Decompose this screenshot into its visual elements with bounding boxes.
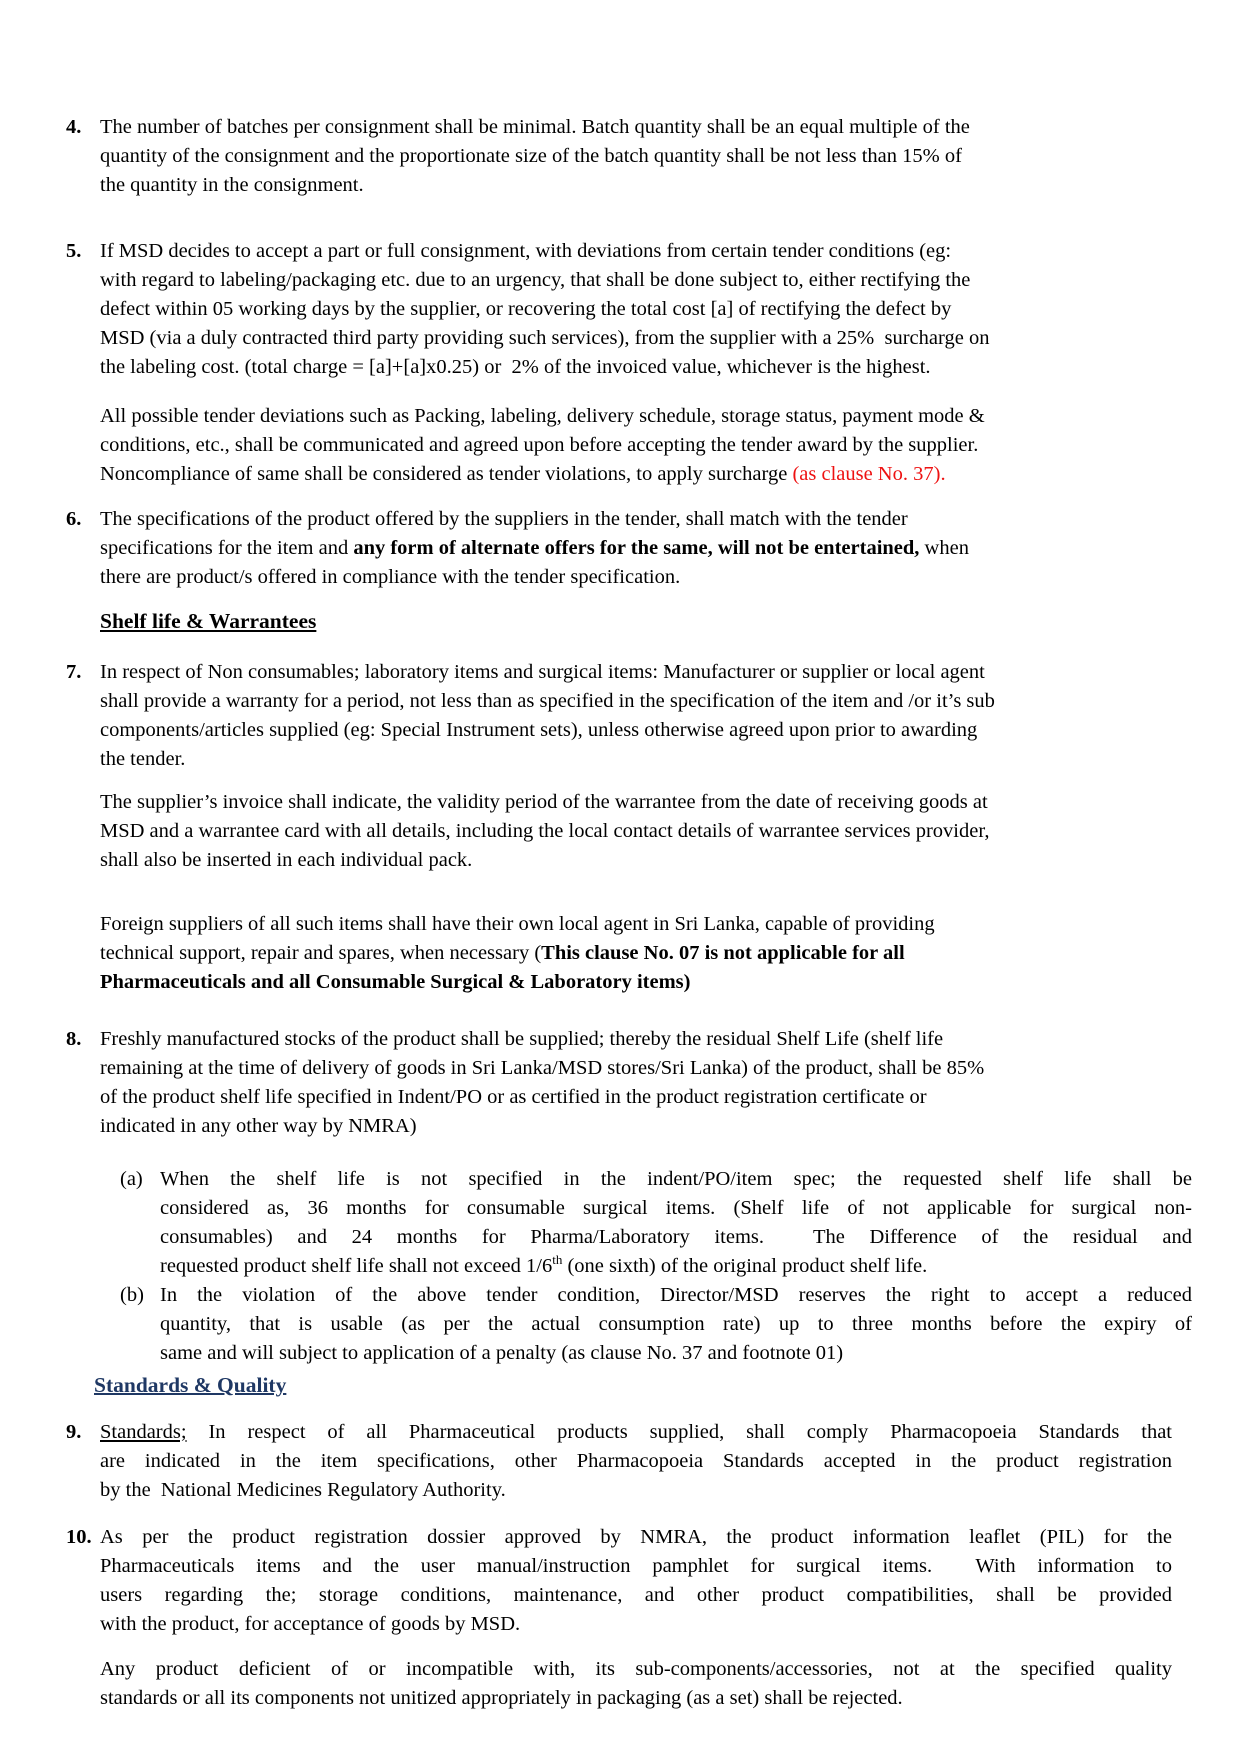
text-line: As per the product registration dossier approved by NMRA, the product information leaflet (PIL) for the xyxy=(100,1526,1172,1548)
numbered-item xyxy=(66,658,1241,774)
paragraph xyxy=(100,910,1172,997)
text-line: shall also be inserted in each individual pack. xyxy=(100,849,473,871)
text-line: remaining at the time of delivery of goods in Sri Lanka/MSD stores/Sri Lanka) of the product, shall be 85% xyxy=(100,1057,985,1079)
text-line: shall provide a warranty for a period, not less than as specified in the specification of the item and /or it’s sub xyxy=(100,690,995,712)
item-number: 4. xyxy=(66,116,82,138)
text-line: Pharmaceuticals items and the user manual/instruction pamphlet for surgical items. With information to xyxy=(100,1555,1172,1577)
text-line: If MSD decides to accept a part or full consignment, with deviations from certain tender conditions (eg: xyxy=(100,240,952,262)
text-line: MSD (via a duly contracted third party providing such services), from the supplier with a 25% surcharge on xyxy=(100,327,990,349)
item-number: 5. xyxy=(66,240,82,262)
highlighted-red-text: (as clause No. 37). xyxy=(792,463,946,485)
text-line: Standards; In respect of all Pharmaceutical products supplied, shall comply Pharmacopoeia Standards that xyxy=(100,1421,1172,1443)
text-line: quantity of the consignment and the proportionate size of the batch quantity shall be not less than 15% of xyxy=(100,145,962,167)
paragraph xyxy=(100,402,1172,489)
sub-item xyxy=(120,1165,1241,1281)
item-number: 7. xyxy=(66,661,82,683)
numbered-item xyxy=(66,113,1241,200)
text-line: Any product deficient of or incompatible with, its sub-components/accessories, not at the specified quality xyxy=(100,1658,1172,1680)
text-line: of the product shelf life specified in Indent/PO or as certified in the product registration certificate or xyxy=(100,1086,927,1108)
text-line: The supplier’s invoice shall indicate, the validity period of the warrantee from the date of receiving goods at xyxy=(100,791,988,813)
item-text xyxy=(100,1025,1172,1141)
text-line: In respect of Non consumables; laboratory items and surgical items: Manufacturer or supplier or local agent xyxy=(100,661,985,683)
styled-text: Standards; xyxy=(100,1421,187,1443)
text-line: Freshly manufactured stocks of the product shall be supplied; thereby the residual Shelf Life (shelf life xyxy=(100,1028,944,1050)
text-line: defect within 05 working days by the supplier, or recovering the total cost [a] of rectifying the defect by xyxy=(100,298,952,320)
styled-text: This clause No. 07 is not applicable for all xyxy=(541,942,905,964)
text-line: requested product shelf life shall not exceed 1/6th (one sixth) of the original product shelf life. xyxy=(160,1252,928,1277)
sub-item-label: (b) xyxy=(120,1284,144,1306)
item-text xyxy=(100,1523,1172,1639)
text-line: are indicated in the item specifications, other Pharmacopoeia Standards accepted in the product registration xyxy=(100,1450,1172,1472)
item-text xyxy=(100,658,1172,774)
text-line: the quantity in the consignment. xyxy=(100,174,364,196)
text-line: users regarding the; storage conditions, maintenance, and other product compatibilities, shall be provided xyxy=(100,1584,1172,1606)
text-line: technical support, repair and spares, when necessary (This clause No. 07 is not applicable for all xyxy=(100,942,905,964)
text-line: consumables) and 24 months for Pharma/Laboratory items. The Difference of the residual and xyxy=(160,1226,1192,1248)
sub-item xyxy=(120,1281,1241,1368)
text-line: MSD and a warrantee card with all details, including the local contact details of warrantee services provider, xyxy=(100,820,990,842)
item-number: 8. xyxy=(66,1028,82,1050)
section-heading: Shelf life & Warrantees xyxy=(100,609,317,633)
text-line: Foreign suppliers of all such items shall have their own local agent in Sri Lanka, capable of providing xyxy=(100,913,935,935)
section-heading: Standards & Quality xyxy=(94,1373,287,1397)
styled-text: Pharmaceuticals and all Consumable Surgical & Laboratory items) xyxy=(100,971,691,993)
item-number: 9. xyxy=(66,1421,82,1443)
text-line: indicated in any other way by NMRA) xyxy=(100,1115,417,1137)
styled-text: any form of alternate offers for the same, will not be entertained, xyxy=(353,537,920,559)
text-line: All possible tender deviations such as Packing, labeling, delivery schedule, storage status, payment mode & xyxy=(100,405,985,427)
numbered-item xyxy=(66,1523,1241,1639)
text-line: there are product/s offered in compliance with the tender specification. xyxy=(100,566,681,588)
text-line: same and will subject to application of a penalty (as clause No. 37 and footnote 01) xyxy=(160,1342,844,1364)
text-line: considered as, 36 months for consumable surgical items. (Shelf life of not applicable for surgical non- xyxy=(160,1197,1192,1219)
text-line: by the National Medicines Regulatory Authority. xyxy=(100,1479,506,1501)
text-line: In the violation of the above tender condition, Director/MSD reserves the right to accept a reduced xyxy=(160,1284,1192,1306)
sub-item-text xyxy=(160,1165,1192,1281)
text-line: The specifications of the product offered by the suppliers in the tender, shall match with the tender xyxy=(100,508,908,530)
text-line: the tender. xyxy=(100,748,186,770)
numbered-item xyxy=(66,1418,1241,1505)
text-line: with the product, for acceptance of goods by MSD. xyxy=(100,1613,521,1635)
text-line: with regard to labeling/packaging etc. due to an urgency, that shall be done subject to, either rectifying the xyxy=(100,269,971,291)
text-line xyxy=(100,968,1172,997)
sub-item-text xyxy=(160,1281,1192,1368)
paragraph xyxy=(100,1655,1172,1713)
text-line: conditions, etc., shall be communicated and agreed upon before accepting the tender award by the supplier. xyxy=(100,434,979,456)
text-line: Noncompliance of same shall be considered as tender violations, to apply surcharge (as clause No. 37). xyxy=(100,463,946,485)
styled-text: th xyxy=(552,1252,563,1268)
item-text xyxy=(100,237,1172,382)
text-line: When the shelf life is not specified in the indent/PO/item spec; the requested shelf life shall be xyxy=(160,1168,1192,1190)
item-text xyxy=(100,505,1172,592)
text-line: components/articles supplied (eg: Special Instrument sets), unless otherwise agreed upon prior to awarding xyxy=(100,719,978,741)
numbered-item xyxy=(66,1025,1241,1141)
text-line: standards or all its components not unitized appropriately in packaging (as a set) shall be rejected. xyxy=(100,1687,903,1709)
numbered-item xyxy=(66,505,1241,592)
text-line: the labeling cost. (total charge = [a]+[a]x0.25) or 2% of the invoiced value, whichever is the highest. xyxy=(100,356,931,378)
paragraph xyxy=(100,788,1172,875)
text-line: quantity, that is usable (as per the actual consumption rate) up to three months before the expiry of xyxy=(160,1313,1192,1335)
item-number: 6. xyxy=(66,508,82,530)
sub-item-label: (a) xyxy=(120,1168,143,1190)
numbered-item xyxy=(66,237,1241,382)
item-text xyxy=(100,113,1172,200)
item-number: 10. xyxy=(66,1526,92,1548)
text-line: specifications for the item and any form of alternate offers for the same, will not be entertained, when xyxy=(100,537,969,559)
text-line: The number of batches per consignment shall be minimal. Batch quantity shall be an equal multiple of the xyxy=(100,116,970,138)
item-text xyxy=(100,1418,1172,1505)
